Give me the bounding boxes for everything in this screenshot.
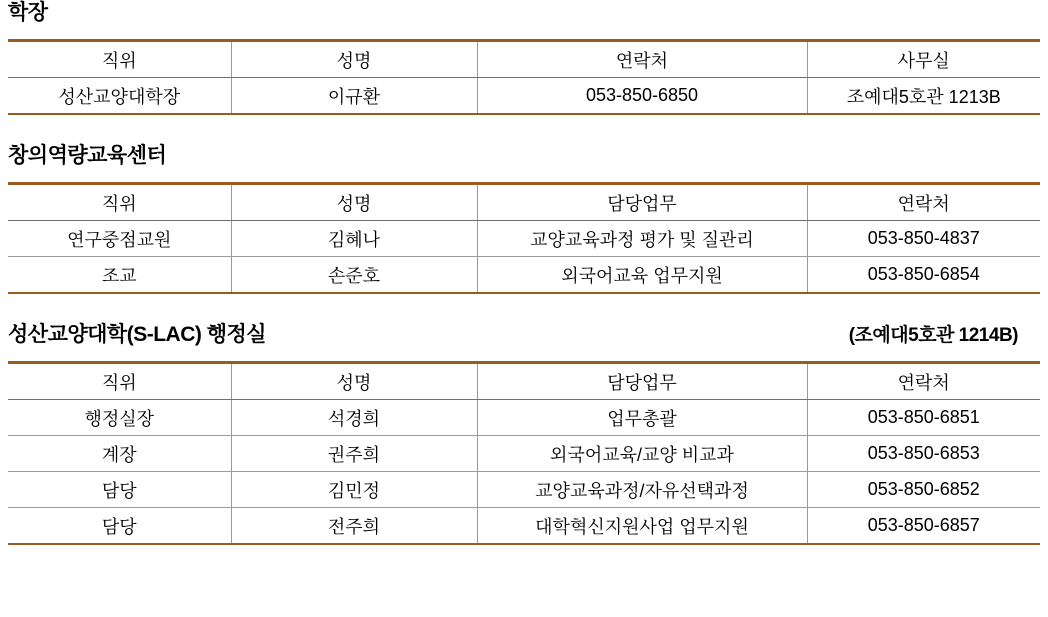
column-header-name: 성명 xyxy=(231,363,477,400)
cell-name: 권주희 xyxy=(231,436,477,472)
column-header-position: 직위 xyxy=(8,363,231,400)
section-header xyxy=(8,143,1040,168)
cell-contact: 053-850-6852 xyxy=(807,472,1040,508)
cell-contact: 053-850-6857 xyxy=(807,508,1040,545)
table-row xyxy=(8,221,1040,257)
staff-table-dean xyxy=(8,39,1040,115)
column-header-name: 성명 xyxy=(231,41,477,78)
column-header-contact: 연락처 xyxy=(807,363,1040,400)
cell-duty: 대학혁신지원사업 업무지원 xyxy=(477,508,807,545)
spacer xyxy=(8,168,1040,182)
cell-name: 이규환 xyxy=(231,78,477,115)
table-row xyxy=(8,257,1040,294)
section-header xyxy=(8,320,1040,347)
section-dean xyxy=(8,0,1040,115)
column-header-contact: 연락처 xyxy=(807,184,1040,221)
cell-name: 김혜나 xyxy=(231,221,477,257)
table-row xyxy=(8,436,1040,472)
staff-table-creativity-center xyxy=(8,182,1040,294)
cell-name: 손준호 xyxy=(231,257,477,294)
table-header-row xyxy=(8,184,1040,221)
cell-duty: 교양교육과정/자유선택과정 xyxy=(477,472,807,508)
table-body xyxy=(8,78,1040,115)
cell-position: 담당 xyxy=(8,508,231,545)
cell-name: 김민정 xyxy=(231,472,477,508)
table-row xyxy=(8,472,1040,508)
table-row xyxy=(8,400,1040,436)
column-header-duty: 담당업무 xyxy=(477,184,807,221)
table-header-row xyxy=(8,363,1040,400)
column-header-office: 사무실 xyxy=(807,41,1040,78)
column-header-name: 성명 xyxy=(231,184,477,221)
spacer xyxy=(8,347,1040,361)
section-title: 창의역량교육센터 xyxy=(8,144,167,168)
cell-position: 행정실장 xyxy=(8,400,231,436)
section-note: (조예대5호관 1214B) xyxy=(848,325,1018,347)
cell-duty: 교양교육과정 평가 및 질관리 xyxy=(477,221,807,257)
section-title: 성산교양대학(S-LAC) 행정실 xyxy=(8,323,267,347)
cell-duty: 외국어교육 업무지원 xyxy=(477,257,807,294)
spacer xyxy=(8,25,1040,39)
cell-contact: 053-850-6851 xyxy=(807,400,1040,436)
cell-position: 담당 xyxy=(8,472,231,508)
table-row xyxy=(8,508,1040,545)
cell-name: 석경희 xyxy=(231,400,477,436)
cell-name: 전주희 xyxy=(231,508,477,545)
column-header-duty: 담당업무 xyxy=(477,363,807,400)
table-header-row xyxy=(8,41,1040,78)
cell-contact: 053-850-6853 xyxy=(807,436,1040,472)
cell-contact: 053-850-6850 xyxy=(477,78,807,115)
staff-table-administration-office xyxy=(8,361,1040,545)
table-header xyxy=(8,184,1040,221)
table-row xyxy=(8,78,1040,115)
cell-duty: 업무총괄 xyxy=(477,400,807,436)
section-creativity-center xyxy=(8,143,1040,294)
section-title: 학장 xyxy=(8,1,48,24)
spacer xyxy=(8,115,1040,143)
column-header-position: 직위 xyxy=(8,184,231,221)
cell-position: 연구중점교원 xyxy=(8,221,231,257)
cell-contact: 053-850-6854 xyxy=(807,257,1040,294)
cell-position: 조교 xyxy=(8,257,231,294)
section-header xyxy=(8,0,1040,25)
cell-contact: 053-850-4837 xyxy=(807,221,1040,257)
column-header-contact: 연락처 xyxy=(477,41,807,78)
cell-position: 계장 xyxy=(8,436,231,472)
column-header-position: 직위 xyxy=(8,41,231,78)
spacer xyxy=(8,294,1040,320)
section-administration-office xyxy=(8,320,1040,545)
cell-position: 성산교양대학장 xyxy=(8,78,231,115)
table-header xyxy=(8,363,1040,400)
cell-office: 조예대5호관 1213B xyxy=(807,78,1040,115)
table-header xyxy=(8,41,1040,78)
cell-duty: 외국어교육/교양 비교과 xyxy=(477,436,807,472)
table-body xyxy=(8,400,1040,545)
table-body xyxy=(8,221,1040,294)
